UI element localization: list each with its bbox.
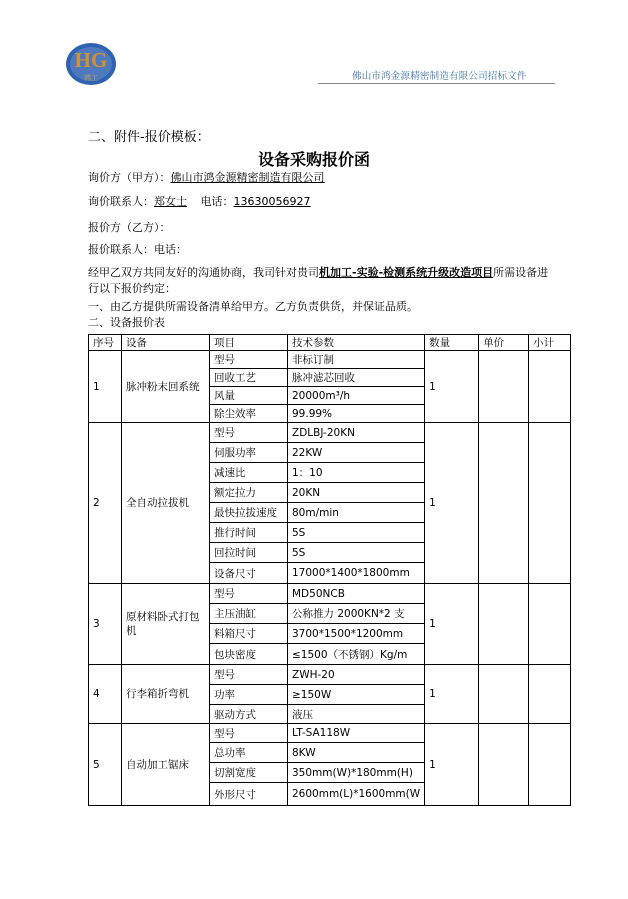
cell-price <box>479 665 529 724</box>
quoter-phone-label: 电话： <box>154 243 187 256</box>
cell-item: 推行时间 <box>210 523 288 543</box>
intro-paragraph <box>88 265 558 297</box>
cell-spec: MD50NCB <box>288 584 425 604</box>
cell-no: 5 <box>89 724 122 806</box>
cell-item: 型号 <box>210 724 288 743</box>
cell-item: 功率 <box>210 685 288 705</box>
cell-no: 3 <box>89 584 122 665</box>
cell-qty: 1 <box>425 351 479 423</box>
header-price: 单价 <box>479 335 529 351</box>
cell-spec: 99.99% <box>288 405 425 423</box>
table-row <box>89 665 571 685</box>
quoter-contact-label: 报价联系人： <box>88 243 154 256</box>
cell-item: 最快拉拔速度 <box>210 503 288 523</box>
inquirer-contact-name: 郑女士 <box>154 195 187 208</box>
cell-no: 2 <box>89 423 122 584</box>
cell-spec: 17000*1400*1800mm <box>288 563 425 584</box>
table-row <box>89 423 571 443</box>
cell-spec: ZDLBJ-20KN <box>288 423 425 443</box>
cell-item: 型号 <box>210 665 288 685</box>
cell-item: 料箱尺寸 <box>210 624 288 644</box>
inquirer-phone: 13630056927 <box>233 195 311 208</box>
quotation-table <box>88 334 571 806</box>
cell-spec: 80m/min <box>288 503 425 523</box>
cell-qty: 1 <box>425 665 479 724</box>
cell-subtotal <box>529 423 571 584</box>
cell-item: 总功率 <box>210 743 288 763</box>
cell-spec: LT-SA118W <box>288 724 425 743</box>
cell-price <box>479 423 529 584</box>
cell-spec: 脉冲滤芯回收 <box>288 369 425 387</box>
table-row <box>89 351 571 369</box>
cell-spec: 5S <box>288 523 425 543</box>
cell-spec: 2600mm(L)*1600mm(W <box>288 783 425 806</box>
cell-qty: 1 <box>425 724 479 806</box>
cell-spec: ≤1500（不锈钢）Kg/m <box>288 644 425 665</box>
inquirer-contact-label: 询价联系人： <box>88 195 154 208</box>
header-subtotal: 小计 <box>529 335 571 351</box>
cell-no: 1 <box>89 351 122 423</box>
cell-spec: 公称推力 2000KN*2 支 <box>288 604 425 624</box>
cell-item: 驱动方式 <box>210 705 288 724</box>
cell-qty: 1 <box>425 584 479 665</box>
cell-equipment: 脉冲粉末回系统 <box>122 351 210 423</box>
cell-subtotal <box>529 724 571 806</box>
cell-no: 4 <box>89 665 122 724</box>
cell-spec: 22KW <box>288 443 425 463</box>
cell-spec: 5S <box>288 543 425 563</box>
cell-spec: 350mm(W)*180mm(H) <box>288 763 425 783</box>
cell-subtotal <box>529 351 571 423</box>
cell-spec: 非标订制 <box>288 351 425 369</box>
inquirer-label: 询价方（甲方）： <box>88 171 171 184</box>
inquirer-phone-label: 电话： <box>200 195 234 208</box>
cell-equipment: 原材料卧式打包机 <box>122 584 210 665</box>
cell-item: 回收工艺 <box>210 369 288 387</box>
cell-spec: 20000m³/h <box>288 387 425 405</box>
cell-price <box>479 584 529 665</box>
cell-spec: 20KN <box>288 483 425 503</box>
cell-equipment: 自动加工锯床 <box>122 724 210 806</box>
cell-item: 除尘效率 <box>210 405 288 423</box>
cell-item: 型号 <box>210 351 288 369</box>
cell-item: 设备尺寸 <box>210 563 288 584</box>
cell-item: 切割宽度 <box>210 763 288 783</box>
quoter-contact-line <box>88 241 187 257</box>
header-qty: 数量 <box>425 335 479 351</box>
cell-qty: 1 <box>425 423 479 584</box>
table-body <box>89 351 571 806</box>
cell-price <box>479 351 529 423</box>
cell-spec: ZWH-20 <box>288 665 425 685</box>
cell-item: 包块密度 <box>210 644 288 665</box>
inquirer-line <box>88 169 325 185</box>
cell-subtotal <box>529 584 571 665</box>
intro-suffix: 所需设备进行以下报价约定： <box>88 266 549 295</box>
header-spec: 技术参数 <box>288 335 425 351</box>
table-header-row <box>89 335 571 351</box>
cell-item: 外形尺寸 <box>210 783 288 806</box>
cell-item: 减速比 <box>210 463 288 483</box>
header-equipment: 设备 <box>122 335 210 351</box>
header-divider <box>318 83 555 84</box>
logo-text: HG <box>74 48 108 72</box>
cell-spec: 3700*1500*1200mm <box>288 624 425 644</box>
cell-spec: 8KW <box>288 743 425 763</box>
cell-spec: ≥150W <box>288 685 425 705</box>
intro-project: 机加工-实验-检测系统升级改造项目 <box>319 266 494 279</box>
document-title: 设备采购报价函 <box>257 150 370 169</box>
clause-2: 二、设备报价表 <box>88 316 165 329</box>
header-item: 项目 <box>210 335 288 351</box>
cell-item: 主压油缸 <box>210 604 288 624</box>
cell-price <box>479 724 529 806</box>
header-no: 序号 <box>89 335 122 351</box>
cell-subtotal <box>529 665 571 724</box>
header-company-doc: 佛山市鸿金源精密制造有限公司招标文件 <box>352 71 527 82</box>
cell-item: 伺服功率 <box>210 443 288 463</box>
cell-item: 额定拉力 <box>210 483 288 503</box>
logo-subtext: 鸿工 <box>84 74 98 82</box>
cell-item: 型号 <box>210 423 288 443</box>
cell-item: 回拉时间 <box>210 543 288 563</box>
cell-equipment: 全自动拉拔机 <box>122 423 210 584</box>
clause-1: 一、由乙方提供所需设备清单给甲方。乙方负责供货，并保证品质。 <box>88 300 418 313</box>
quoter-label: 报价方（乙方）： <box>88 221 171 234</box>
cell-item: 风量 <box>210 387 288 405</box>
cell-spec: 液压 <box>288 705 425 724</box>
intro-prefix: 经甲乙双方共同友好的沟通协商，我司针对贵司 <box>88 266 319 279</box>
inquirer-contact-line <box>88 193 310 209</box>
company-logo <box>65 42 117 86</box>
table-row <box>89 584 571 604</box>
section-title: 二、附件-报价模板： <box>88 130 210 145</box>
table-row <box>89 724 571 743</box>
inquirer-name: 佛山市鸿金源精密制造有限公司 <box>170 171 325 184</box>
cell-equipment: 行李箱折弯机 <box>122 665 210 724</box>
cell-spec: 1：10 <box>288 463 425 483</box>
cell-item: 型号 <box>210 584 288 604</box>
